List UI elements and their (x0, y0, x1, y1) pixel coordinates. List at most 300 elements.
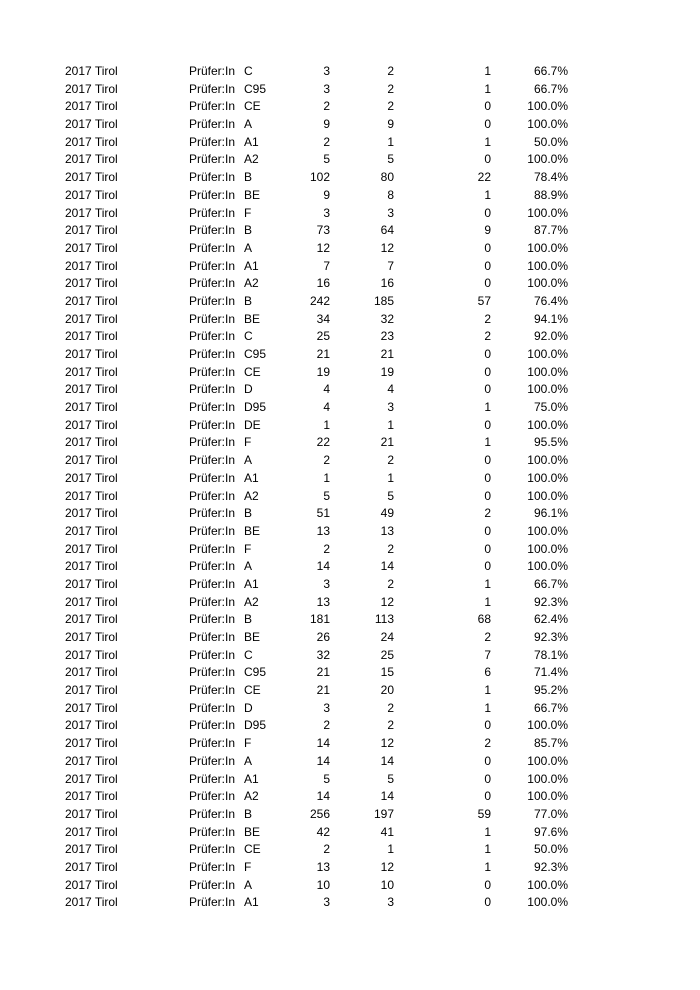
cell-region: 2017 Tirol (65, 541, 118, 556)
cell-failed: 0 (484, 771, 491, 786)
cell-role: Prüfer:In (189, 64, 236, 78)
cell-license-class: F (244, 859, 252, 874)
table-row (0, 629, 700, 647)
cell-total: 181 (309, 612, 330, 627)
cell-total: 26 (316, 630, 330, 644)
cell-license-class: C95 (244, 665, 267, 680)
cell-license-class: A2 (244, 594, 259, 609)
cell-region: 2017 Tirol (65, 453, 118, 468)
cell-failed: 59 (477, 806, 491, 821)
cell-pass-rate: 100.0% (527, 895, 568, 910)
cell-failed: 0 (484, 240, 491, 255)
table-row (0, 134, 700, 152)
cell-role: Prüfer:In (189, 506, 236, 521)
cell-passed: 2 (387, 453, 394, 468)
cell-pass-rate: 62.4% (533, 612, 568, 627)
table-row (0, 488, 700, 506)
cell-pass-rate: 100.0% (527, 347, 568, 361)
cell-passed: 41 (380, 824, 394, 839)
cell-failed: 2 (484, 630, 491, 644)
cell-role: Prüfer:In (189, 806, 236, 821)
cell-total: 10 (316, 877, 330, 892)
cell-region: 2017 Tirol (65, 700, 118, 715)
table-row (0, 381, 700, 399)
cell-failed: 1 (484, 859, 491, 874)
cell-role: Prüfer:In (189, 771, 236, 786)
cell-total: 21 (316, 347, 330, 361)
cell-total: 242 (309, 293, 330, 308)
cell-license-class: D95 (244, 718, 267, 733)
cell-total: 2 (323, 541, 330, 556)
cell-region: 2017 Tirol (65, 895, 118, 910)
cell-license-class: B (244, 806, 253, 821)
table-row (0, 328, 700, 346)
table-row (0, 611, 700, 629)
table-row (0, 877, 700, 895)
cell-pass-rate: 96.1% (533, 506, 568, 521)
cell-passed: 64 (380, 223, 394, 238)
cell-region: 2017 Tirol (65, 347, 118, 361)
cell-role: Prüfer:In (189, 311, 236, 326)
cell-license-class: A (244, 453, 253, 468)
cell-pass-rate: 66.7% (533, 64, 568, 78)
cell-failed: 0 (484, 453, 491, 468)
cell-passed: 12 (380, 240, 394, 255)
table-row (0, 558, 700, 576)
cell-failed: 6 (484, 665, 491, 680)
cell-role: Prüfer:In (189, 683, 236, 698)
table-row (0, 859, 700, 877)
cell-region: 2017 Tirol (65, 630, 118, 644)
cell-region: 2017 Tirol (65, 329, 118, 344)
cell-pass-rate: 100.0% (527, 117, 568, 132)
table-row (0, 187, 700, 205)
cell-license-class: A (244, 117, 253, 132)
cell-region: 2017 Tirol (65, 859, 118, 874)
cell-region: 2017 Tirol (65, 594, 118, 609)
cell-license-class: A (244, 753, 253, 768)
cell-failed: 0 (484, 789, 491, 804)
cell-failed: 0 (484, 877, 491, 892)
cell-failed: 1 (484, 400, 491, 415)
cell-pass-rate: 100.0% (527, 470, 568, 485)
cell-passed: 5 (387, 771, 394, 786)
cell-region: 2017 Tirol (65, 435, 118, 450)
cell-total: 9 (323, 117, 330, 132)
cell-pass-rate: 50.0% (533, 842, 568, 857)
cell-role: Prüfer:In (189, 753, 236, 768)
cell-pass-rate: 97.6% (533, 824, 568, 839)
cell-region: 2017 Tirol (65, 647, 118, 662)
table-row (0, 505, 700, 523)
table-row (0, 364, 700, 382)
cell-region: 2017 Tirol (65, 576, 118, 591)
cell-pass-rate: 100.0% (527, 718, 568, 733)
cell-license-class: BE (244, 523, 261, 538)
cell-failed: 2 (484, 736, 491, 751)
cell-failed: 0 (484, 470, 491, 485)
cell-pass-rate: 94.1% (533, 311, 568, 326)
cell-region: 2017 Tirol (65, 64, 118, 78)
cell-failed: 0 (484, 99, 491, 114)
cell-region: 2017 Tirol (65, 187, 118, 202)
cell-region: 2017 Tirol (65, 736, 118, 751)
cell-pass-rate: 66.7% (533, 576, 568, 591)
cell-region: 2017 Tirol (65, 382, 118, 397)
cell-pass-rate: 95.2% (533, 683, 568, 698)
table-row (0, 240, 700, 258)
cell-role: Prüfer:In (189, 276, 236, 291)
cell-failed: 0 (484, 364, 491, 379)
cell-failed: 68 (477, 612, 491, 627)
table-row (0, 594, 700, 612)
cell-passed: 12 (380, 859, 394, 874)
cell-license-class: A2 (244, 152, 259, 167)
cell-license-class: C (244, 64, 253, 78)
cell-license-class: B (244, 612, 253, 627)
cell-failed: 0 (484, 258, 491, 273)
cell-region: 2017 Tirol (65, 612, 118, 627)
cell-region: 2017 Tirol (65, 311, 118, 326)
cell-region: 2017 Tirol (65, 523, 118, 538)
table-row (0, 788, 700, 806)
cell-pass-rate: 100.0% (527, 240, 568, 255)
cell-failed: 1 (484, 594, 491, 609)
cell-pass-rate: 95.5% (533, 435, 568, 450)
cell-role: Prüfer:In (189, 576, 236, 591)
table-row (0, 452, 700, 470)
cell-passed: 2 (387, 64, 394, 78)
cell-pass-rate: 100.0% (527, 753, 568, 768)
cell-region: 2017 Tirol (65, 134, 118, 149)
cell-role: Prüfer:In (189, 293, 236, 308)
cell-total: 1 (323, 417, 330, 432)
cell-total: 7 (323, 258, 330, 273)
cell-pass-rate: 71.4% (533, 665, 568, 680)
cell-license-class: A2 (244, 488, 259, 503)
table-row (0, 63, 700, 81)
cell-passed: 24 (380, 630, 394, 644)
cell-failed: 0 (484, 523, 491, 538)
cell-total: 13 (316, 523, 330, 538)
cell-region: 2017 Tirol (65, 470, 118, 485)
cell-pass-rate: 87.7% (533, 223, 568, 238)
cell-role: Prüfer:In (189, 223, 236, 238)
cell-license-class: D95 (244, 400, 267, 415)
cell-pass-rate: 100.0% (527, 488, 568, 503)
cell-license-class: A1 (244, 771, 259, 786)
cell-role: Prüfer:In (189, 435, 236, 450)
cell-pass-rate: 100.0% (527, 771, 568, 786)
cell-license-class: B (244, 170, 253, 185)
cell-region: 2017 Tirol (65, 683, 118, 698)
cell-region: 2017 Tirol (65, 117, 118, 132)
table-row (0, 647, 700, 665)
cell-pass-rate: 100.0% (527, 523, 568, 538)
cell-total: 32 (316, 647, 330, 662)
cell-license-class: BE (244, 824, 261, 839)
cell-region: 2017 Tirol (65, 240, 118, 255)
cell-total: 2 (323, 99, 330, 114)
cell-role: Prüfer:In (189, 541, 236, 556)
cell-pass-rate: 75.0% (533, 400, 568, 415)
cell-region: 2017 Tirol (65, 99, 118, 114)
cell-total: 2 (323, 718, 330, 733)
cell-region: 2017 Tirol (65, 223, 118, 238)
table-row (0, 806, 700, 824)
cell-passed: 185 (373, 293, 394, 308)
cell-pass-rate: 100.0% (527, 453, 568, 468)
table-row (0, 771, 700, 789)
cell-pass-rate: 100.0% (527, 877, 568, 892)
cell-total: 9 (323, 187, 330, 202)
cell-pass-rate: 100.0% (527, 789, 568, 804)
cell-license-class: BE (244, 187, 261, 202)
cell-total: 14 (316, 559, 330, 574)
cell-role: Prüfer:In (189, 736, 236, 751)
cell-passed: 3 (387, 205, 394, 220)
cell-total: 73 (316, 223, 330, 238)
cell-role: Prüfer:In (189, 134, 236, 149)
cell-region: 2017 Tirol (65, 364, 118, 379)
cell-pass-rate: 50.0% (533, 134, 568, 149)
table-row (0, 293, 700, 311)
cell-region: 2017 Tirol (65, 293, 118, 308)
table-row (0, 841, 700, 859)
cell-role: Prüfer:In (189, 187, 236, 202)
cell-role: Prüfer:In (189, 382, 236, 397)
cell-total: 14 (316, 789, 330, 804)
cell-failed: 0 (484, 541, 491, 556)
cell-role: Prüfer:In (189, 417, 236, 432)
cell-region: 2017 Tirol (65, 205, 118, 220)
cell-role: Prüfer:In (189, 117, 236, 132)
cell-failed: 1 (484, 81, 491, 96)
cell-total: 2 (323, 842, 330, 857)
cell-role: Prüfer:In (189, 205, 236, 220)
cell-passed: 1 (387, 417, 394, 432)
cell-region: 2017 Tirol (65, 170, 118, 185)
cell-passed: 5 (387, 152, 394, 167)
cell-total: 3 (323, 895, 330, 910)
cell-license-class: CE (244, 683, 261, 698)
cell-failed: 22 (477, 170, 491, 185)
table-row (0, 664, 700, 682)
cell-role: Prüfer:In (189, 718, 236, 733)
cell-role: Prüfer:In (189, 170, 236, 185)
cell-failed: 2 (484, 506, 491, 521)
cell-role: Prüfer:In (189, 453, 236, 468)
cell-total: 34 (316, 311, 330, 326)
cell-pass-rate: 100.0% (527, 364, 568, 379)
cell-license-class: A1 (244, 576, 259, 591)
cell-pass-rate: 85.7% (533, 736, 568, 751)
cell-pass-rate: 78.1% (533, 647, 568, 662)
cell-region: 2017 Tirol (65, 753, 118, 768)
cell-region: 2017 Tirol (65, 400, 118, 415)
cell-total: 14 (316, 736, 330, 751)
table-row (0, 576, 700, 594)
cell-pass-rate: 92.0% (533, 329, 568, 344)
cell-failed: 0 (484, 117, 491, 132)
cell-passed: 80 (380, 170, 394, 185)
cell-failed: 0 (484, 488, 491, 503)
cell-total: 22 (316, 435, 330, 450)
cell-pass-rate: 100.0% (527, 205, 568, 220)
cell-role: Prüfer:In (189, 700, 236, 715)
cell-role: Prüfer:In (189, 488, 236, 503)
cell-failed: 57 (477, 293, 491, 308)
cell-failed: 9 (484, 223, 491, 238)
table-row (0, 523, 700, 541)
cell-passed: 113 (374, 612, 394, 627)
cell-region: 2017 Tirol (65, 276, 118, 291)
cell-region: 2017 Tirol (65, 258, 118, 273)
cell-total: 102 (309, 170, 330, 185)
cell-pass-rate: 100.0% (527, 258, 568, 273)
cell-total: 3 (323, 700, 330, 715)
cell-total: 12 (316, 240, 330, 255)
cell-total: 42 (316, 824, 330, 839)
cell-failed: 0 (484, 347, 491, 361)
cell-failed: 0 (484, 559, 491, 574)
cell-role: Prüfer:In (189, 152, 236, 167)
cell-pass-rate: 77.0% (533, 806, 568, 821)
table-row (0, 717, 700, 735)
cell-region: 2017 Tirol (65, 559, 118, 574)
table-row (0, 205, 700, 223)
cell-pass-rate: 92.3% (533, 594, 568, 609)
cell-license-class: C (244, 329, 253, 344)
cell-passed: 2 (387, 700, 394, 715)
cell-failed: 0 (484, 753, 491, 768)
cell-passed: 3 (387, 400, 394, 415)
cell-total: 3 (323, 205, 330, 220)
table-row (0, 222, 700, 240)
cell-role: Prüfer:In (189, 895, 236, 910)
cell-role: Prüfer:In (189, 859, 236, 874)
cell-license-class: A1 (244, 258, 259, 273)
cell-license-class: CE (244, 842, 261, 857)
cell-role: Prüfer:In (189, 240, 236, 255)
cell-passed: 12 (380, 736, 394, 751)
cell-role: Prüfer:In (189, 329, 236, 344)
cell-passed: 3 (387, 895, 394, 910)
cell-license-class: A1 (244, 895, 259, 910)
cell-total: 3 (323, 81, 330, 96)
cell-license-class: C95 (244, 81, 267, 96)
cell-passed: 2 (387, 718, 394, 733)
cell-passed: 16 (380, 276, 394, 291)
cell-passed: 14 (380, 753, 394, 768)
cell-role: Prüfer:In (189, 594, 236, 609)
cell-passed: 21 (380, 435, 394, 450)
cell-failed: 1 (484, 700, 491, 715)
cell-license-class: B (244, 506, 253, 521)
cell-region: 2017 Tirol (65, 789, 118, 804)
cell-passed: 23 (380, 329, 394, 344)
cell-passed: 21 (380, 347, 394, 361)
cell-total: 5 (323, 771, 330, 786)
cell-pass-rate: 66.7% (533, 700, 568, 715)
cell-pass-rate: 78.4% (533, 170, 568, 185)
cell-region: 2017 Tirol (65, 417, 118, 432)
table-row (0, 735, 700, 753)
cell-license-class: B (244, 293, 253, 308)
cell-total: 19 (316, 364, 330, 379)
cell-passed: 1 (387, 842, 394, 857)
cell-license-class: F (244, 205, 252, 220)
cell-failed: 1 (484, 683, 491, 698)
cell-failed: 0 (484, 276, 491, 291)
table-row (0, 470, 700, 488)
table-row (0, 81, 700, 99)
cell-total: 1 (323, 470, 330, 485)
cell-total: 25 (316, 329, 330, 344)
cell-license-class: F (244, 435, 252, 450)
cell-role: Prüfer:In (189, 400, 236, 415)
cell-pass-rate: 66.7% (533, 81, 568, 96)
cell-failed: 0 (484, 205, 491, 220)
cell-pass-rate: 100.0% (527, 276, 568, 291)
cell-failed: 1 (484, 64, 491, 78)
cell-passed: 5 (387, 488, 394, 503)
cell-failed: 0 (484, 152, 491, 167)
cell-passed: 1 (387, 134, 394, 149)
cell-pass-rate: 100.0% (527, 99, 568, 114)
cell-passed: 12 (380, 594, 394, 609)
cell-total: 21 (316, 683, 330, 698)
table-row (0, 275, 700, 293)
cell-license-class: B (244, 223, 253, 238)
cell-role: Prüfer:In (189, 523, 236, 538)
cell-passed: 2 (387, 541, 394, 556)
cell-failed: 7 (484, 647, 491, 662)
cell-license-class: C95 (244, 347, 267, 361)
cell-role: Prüfer:In (189, 877, 236, 892)
cell-role: Prüfer:In (189, 364, 236, 379)
cell-license-class: A2 (244, 789, 259, 804)
cell-total: 4 (323, 400, 330, 415)
table-row (0, 116, 700, 134)
cell-failed: 0 (484, 895, 491, 910)
table-row (0, 824, 700, 842)
cell-passed: 2 (387, 576, 394, 591)
cell-license-class: F (244, 736, 252, 751)
cell-pass-rate: 88.9% (533, 187, 568, 202)
cell-failed: 0 (484, 382, 491, 397)
table-row (0, 346, 700, 364)
table-row (0, 541, 700, 559)
table-row (0, 700, 700, 718)
cell-region: 2017 Tirol (65, 842, 118, 857)
table-row (0, 169, 700, 187)
cell-pass-rate: 100.0% (527, 541, 568, 556)
table-row (0, 98, 700, 116)
cell-role: Prüfer:In (189, 789, 236, 804)
cell-total: 2 (323, 134, 330, 149)
cell-license-class: A (244, 877, 253, 892)
cell-failed: 1 (484, 134, 491, 149)
table-row (0, 258, 700, 276)
cell-failed: 1 (484, 187, 491, 202)
cell-region: 2017 Tirol (65, 506, 118, 521)
cell-license-class: A1 (244, 470, 259, 485)
cell-license-class: CE (244, 364, 261, 379)
cell-failed: 2 (484, 329, 491, 344)
cell-passed: 10 (380, 877, 394, 892)
cell-passed: 19 (380, 364, 394, 379)
